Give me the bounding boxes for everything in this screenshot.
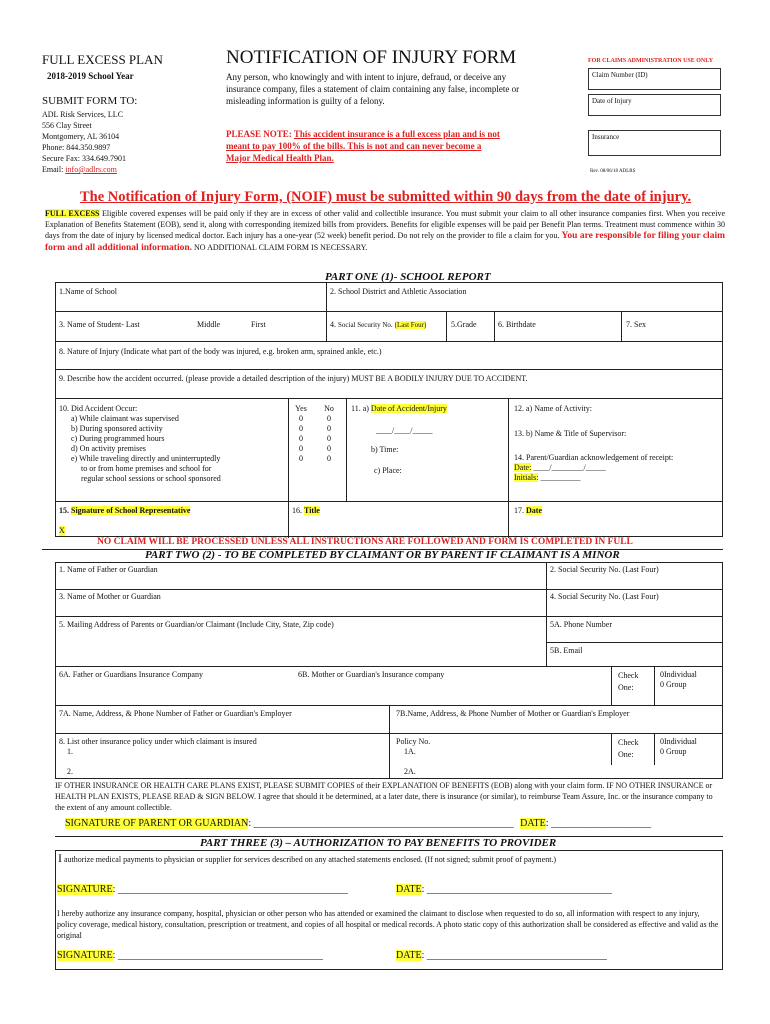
field-father-insurance[interactable]: 6A. Father or Guardians Insurance Company <box>59 670 203 679</box>
field-grade[interactable]: 5.Grade <box>451 320 477 329</box>
yes-checkbox[interactable]: 0 <box>299 434 303 443</box>
yes-column <box>290 404 312 464</box>
f11a-label: Date of Accident/Injury <box>370 404 447 413</box>
insurance-box[interactable] <box>588 130 721 156</box>
field-mother-insurance[interactable]: 6B. Mother or Guardian's Insurance company <box>298 670 445 679</box>
address-line: Secure Fax: 334.649.7901 <box>42 154 126 163</box>
provider-date-label: DATE <box>396 884 422 895</box>
field-school-rep-signature[interactable] <box>59 506 190 516</box>
field-mother-employer[interactable]: 7B.Name, Address, & Phone Number of Mother or Guardian's Employer <box>396 709 630 718</box>
provider-date-line[interactable] <box>396 884 612 895</box>
field-activity-name[interactable]: 12. a) Name of Activity: <box>514 404 592 413</box>
parent-signature-line[interactable] <box>65 818 651 829</box>
part-two-form <box>55 562 723 779</box>
email-link[interactable]: info@adlrs.com <box>65 165 117 174</box>
f17-label: Date <box>526 506 542 515</box>
occur-option: b) During sponsored activity <box>71 424 163 433</box>
check-label: Check <box>618 738 639 747</box>
records-release: I hereby authorize any insurance company, hospital, physician or other person who has attended or examined the claimant to disclose when requested to do so, all information with respect to any injury, policy coverage, medical history, consultation, prescription or treatment, and copies of all hospital or medical records. A photo static copy of this authorization shall be considered as effective and valid as the original <box>57 909 719 940</box>
release-date-label: DATE <box>396 950 422 961</box>
ack-initials-blank: __________ <box>538 473 581 482</box>
parent-date-blank: : ____________________ <box>545 818 651 829</box>
provider-signature-label: SIGNATURE <box>57 884 113 895</box>
occur-option: a) While claimant was supervised <box>71 414 179 423</box>
revision: Rev. 08/06/18 ADLRS <box>590 169 636 174</box>
field-student-first[interactable]: First <box>251 320 266 329</box>
yes-checkbox[interactable]: 0 <box>299 414 303 423</box>
other-insurance-label: 8. List other insurance policy under which claimant is insured <box>59 737 257 746</box>
other-insurance-1: 1. <box>67 747 73 756</box>
please-note-text: This accident insurance is a full excess plan and is not meant to pay 100% of the bills. This is not and can never become a Major Medical Health Plan. <box>226 129 500 163</box>
field-nature-of-injury[interactable]: 8. Nature of Injury (Indicate what part of the body was injured, e.g. broken arm, sprained ankle, etc.) <box>59 347 382 356</box>
field-student-last[interactable]: 3. Name of Student- Last <box>59 320 140 329</box>
no-header: No <box>324 404 334 413</box>
admin-label: FOR CLAIMS ADMINISTRATION USE ONLY <box>588 58 714 64</box>
release-signature-blank: : _________________________________________ <box>112 950 323 961</box>
release-signature-line[interactable] <box>57 950 323 961</box>
address-line: Phone: 844.350.9897 <box>42 143 111 152</box>
field-birthdate[interactable]: 6. Birthdate <box>498 320 536 329</box>
date-of-injury-label: Date of Injury <box>592 97 632 105</box>
field-place[interactable]: c) Place: <box>374 466 402 475</box>
provider-signature-blank: : ______________________________________________ <box>112 884 348 895</box>
field-acknowledgement[interactable] <box>514 453 673 483</box>
claim-number-box[interactable] <box>588 68 721 90</box>
no-checkbox[interactable]: 0 <box>327 434 331 443</box>
field-phone[interactable]: 5A. Phone Number <box>550 620 612 629</box>
eob-statement: IF OTHER INSURANCE OR HEALTH CARE PLANS EXIST, PLEASE SUBMIT COPIES of their EXPLANATION OF BENEFITS (EOB) along with your claim form. IF NO OTHER INSURANCE or HEALTH PLAN EXISTS, PLEASE READ & SIGN BELOW. I agree that should it be determined, at a later date, there is insurance (or similar), to reimburse Team Assure, Inc. or the insurance company to the extent of any amount collectible. <box>55 781 713 812</box>
field-ssn[interactable] <box>330 320 426 330</box>
field-title[interactable] <box>292 506 320 516</box>
notice-body: Eligible covered expenses will be paid only if they are in excess of other valid and collectible insurance. You must submit your claim to all other insurance companies first. When you receive Explanation of Benefits Statement (EOB), send it, along with corresponding itemized bills from providers. Benefits for eligible expenses will be paid per Benefit Plan terms. Treatment must commence within 30 days from the date of injury by licensed medical doctor. Each injury has a one-year (52 week) benefit period. Do not rely on the provider to file a claim for you. <box>45 209 725 240</box>
occur-option: d) On activity premises <box>71 444 146 453</box>
field-email[interactable]: 5B. Email <box>550 646 583 655</box>
ack-date-label: Date: <box>514 463 532 472</box>
ssn-num: 4. <box>330 320 338 329</box>
occur-option: to or from home premises and school for <box>81 464 212 473</box>
full-excess-label: FULL EXCESS <box>45 209 100 218</box>
occur-option: regular school sessions or school sponsored <box>81 474 221 483</box>
plan-type-2 <box>660 737 697 757</box>
yes-checkbox[interactable]: 0 <box>299 424 303 433</box>
f15-label: Signature of School Representative <box>71 506 191 515</box>
submit-label: SUBMIT FORM TO: <box>42 95 138 107</box>
check-one-2 <box>618 737 638 761</box>
field-sex[interactable]: 7. Sex <box>626 320 646 329</box>
no-checkbox[interactable]: 0 <box>327 424 331 433</box>
f11a-num: 11. a) <box>351 404 371 413</box>
field-father-employer[interactable]: 7A. Name, Address, & Phone Number of Father or Guardian's Employer <box>59 709 292 718</box>
date-of-injury-box[interactable] <box>588 94 721 116</box>
field-student-middle[interactable]: Middle <box>197 320 221 329</box>
individual-option[interactable]: 0Individual <box>660 737 697 746</box>
address-line: Montgomery, AL 36104 <box>42 132 120 141</box>
policy-label: Policy No. <box>396 737 431 746</box>
claim-number-label: Claim Number (ID) <box>592 71 648 79</box>
school-year: 2018-2019 School Year <box>47 71 134 81</box>
plan-title: FULL EXCESS PLAN <box>42 52 163 67</box>
date-of-accident-blank[interactable]: ____/____/_____ <box>376 426 433 435</box>
field-father-name[interactable]: 1. Name of Father or Guardian <box>59 565 158 574</box>
please-note <box>226 128 501 164</box>
address-line: ADL Risk Services, LLC <box>42 110 124 119</box>
address-line: 556 Clay Street <box>42 121 92 130</box>
ack-initials-label: Initials: <box>514 473 539 482</box>
authorize-payments <box>58 853 556 865</box>
part-one-title: PART ONE (1)- SCHOOL REPORT <box>325 271 491 283</box>
field-time[interactable]: b) Time: <box>371 445 399 454</box>
policy-1: 1A. <box>404 747 416 756</box>
parent-signature-label: SIGNATURE OF PARENT OR GUARDIAN <box>65 818 249 829</box>
field-father-ssn[interactable]: 2. Social Security No. (Last Four) <box>550 565 659 574</box>
f15-num: 15. <box>59 506 71 515</box>
part-two-title: PART TWO (2) - TO BE COMPLETED BY CLAIMANT OR BY PARENT IF CLAIMANT IS A MINOR <box>145 549 620 561</box>
no-column <box>318 404 340 464</box>
address-block <box>42 109 126 175</box>
occur-option: c) During programmed hours <box>71 434 165 443</box>
fraud-warning: Any person, who knowingly and with intent to injure, defraud, or deceive any insurance company, files a statement of claim containing any false, incomplete or misleading information is guilty of a felony. <box>226 72 520 106</box>
ssn-label: Social Security No. <box>338 321 393 329</box>
notice-tail: NO ADDITIONAL CLAIM FORM IS NECESSARY. <box>192 243 368 252</box>
form-title: NOTIFICATION OF INJURY FORM <box>226 47 517 68</box>
yes-header: Yes <box>295 404 307 413</box>
occur-option: e) While traveling directly and uninterruptedly <box>71 454 221 463</box>
ack-date-blank: ____/________/_____ <box>531 463 606 472</box>
email-label: Email: <box>42 165 66 174</box>
field-mailing-address[interactable]: 5. Mailing Address of Parents or Guardian/or Claimant (Include City, State, Zip code) <box>59 620 334 629</box>
group-option[interactable]: 0 Group <box>660 680 687 689</box>
part-three-title: PART THREE (3) – AUTHORIZATION TO PAY BENEFITS TO PROVIDER <box>200 837 557 849</box>
one-label: One: <box>618 683 634 692</box>
individual-option[interactable]: 0Individual <box>660 670 697 679</box>
other-insurance-2: 2. <box>67 767 73 776</box>
no-checkbox[interactable]: 0 <box>327 454 331 463</box>
accident-occur-title: 10. Did Accident Occur: <box>59 404 138 413</box>
f16-label: Title <box>304 506 320 515</box>
insurance-label: Insurance <box>592 133 620 141</box>
auth-text: authorize medical payments to physician or supplier for services described on any attached statements enclosed. (If not signed; submit proof of payment.) <box>62 855 557 864</box>
parent-date-label: DATE <box>520 818 546 829</box>
field-mother-name[interactable]: 3. Name of Mother or Guardian <box>59 592 161 601</box>
field-accident-description[interactable]: 9. Describe how the accident occurred. (please provide a detailed description of the injury) MUST BE A BODILY INJURY DUE TO ACCIDENT. <box>59 374 528 383</box>
no-checkbox[interactable]: 0 <box>327 444 331 453</box>
field-date[interactable] <box>514 506 542 516</box>
field-date-of-accident[interactable] <box>351 404 447 414</box>
field-other-insurance[interactable] <box>59 737 257 777</box>
accident-occur-list <box>59 404 221 484</box>
yes-checkbox[interactable]: 0 <box>299 444 303 453</box>
notice-paragraph <box>45 208 725 254</box>
field-school-name[interactable]: 1.Name of School <box>59 287 117 296</box>
policy-2: 2A. <box>404 767 416 776</box>
parent-signature-blank: : ____________________________________________________ <box>248 818 514 829</box>
plan-type-1 <box>660 670 697 690</box>
ack-label: 14. Parent/Guardian acknowledgement of receipt: <box>514 453 674 462</box>
field-school-district[interactable]: 2. School District and Athletic Association <box>330 287 467 296</box>
release-date-line[interactable] <box>396 950 607 961</box>
group-option[interactable]: 0 Group <box>660 747 687 756</box>
ssn-last-four: (Last Four) <box>394 321 427 329</box>
notice-title: The Notification of Injury Form, (NOIF) must be submitted within 90 days from the date of injury. <box>80 189 692 205</box>
check-one-1 <box>618 670 638 694</box>
field-supervisor[interactable]: 13. b) Name & Title of Supervisor: <box>514 429 627 438</box>
one-label: One: <box>618 750 634 759</box>
processing-warning: NO CLAIM WILL BE PROCESSED UNLESS ALL INSTRUCTIONS ARE FOLLOWED AND FORM IS COMPLETED IN FULL <box>97 537 633 547</box>
check-label: Check <box>618 671 639 680</box>
field-policy-no[interactable] <box>396 737 430 777</box>
field-mother-ssn[interactable]: 4. Social Security No. (Last Four) <box>550 592 659 601</box>
responsible-text: You are responsible for filing your claim form and all additional information. <box>45 231 725 253</box>
no-checkbox[interactable]: 0 <box>327 414 331 423</box>
provider-date-blank: : _____________________________________ <box>421 884 612 895</box>
part-one-form <box>55 282 723 537</box>
please-note-label: PLEASE NOTE: <box>226 129 292 139</box>
release-date-blank: : ____________________________________ <box>421 950 607 961</box>
f16-num: 16. <box>292 506 304 515</box>
provider-signature-line[interactable] <box>57 884 348 895</box>
f17-num: 17. <box>514 506 526 515</box>
release-signature-label: SIGNATURE <box>57 950 113 961</box>
x-mark: X <box>59 526 65 535</box>
auth-first-letter: I <box>58 851 62 865</box>
yes-checkbox[interactable]: 0 <box>299 454 303 463</box>
